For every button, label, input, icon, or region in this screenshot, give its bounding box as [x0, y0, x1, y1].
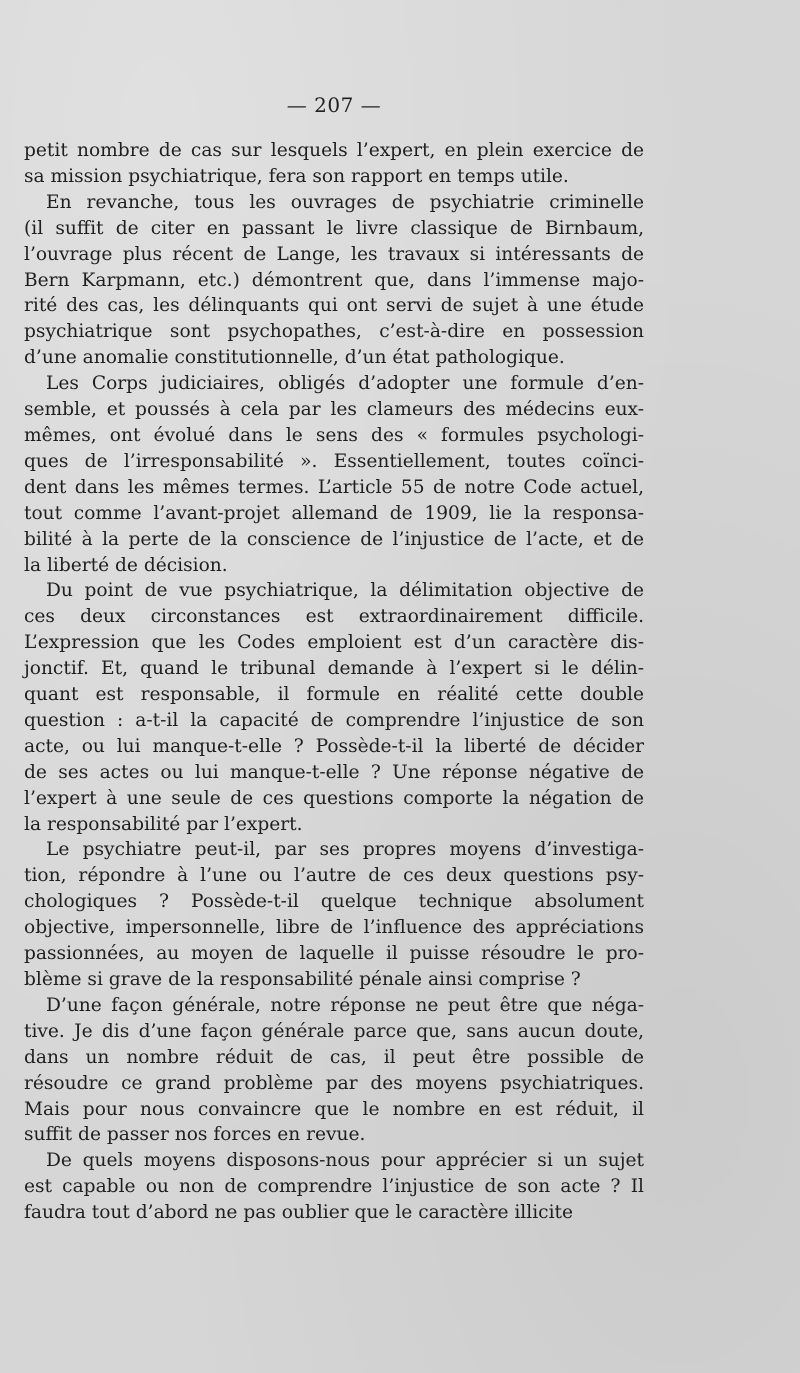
text-line: (il suffit de citer en passant le livre classique de Birnbaum, — [24, 217, 644, 239]
text-line: la liberté de décision. — [24, 554, 228, 576]
text-line: ces deux circonstances est extraordinairement difficile. — [24, 606, 644, 628]
text-line: blème si grave de la responsabilité pénale ainsi comprise ? — [24, 969, 581, 990]
text-line: tive. Je dis d’une façon générale parce que, sans aucun doute, — [24, 1020, 644, 1042]
text-line: quant est responsable, il formule en réalité cette double — [24, 684, 644, 706]
text-line: Mais pour nous convaincre que le nombre en est réduit, il — [24, 1098, 644, 1120]
text-line: acte, ou lui manque-t-elle ? Possède-t-il la liberté de décider — [24, 735, 644, 757]
text-line: Bern Karpmann, etc.) démontrent que, dans l’immense majo- — [24, 269, 644, 291]
paragraph — [24, 837, 644, 992]
text-line: dans un nombre réduit de cas, il peut être possible de — [24, 1046, 644, 1068]
paragraph — [24, 578, 644, 837]
paragraph — [24, 138, 644, 190]
text-line: de ses actes ou lui manque-t-elle ? Une réponse négative de — [24, 761, 644, 783]
text-line: ques de l’irresponsabilité ». Essentiellement, toutes coïnci- — [24, 450, 644, 472]
text-line: semble, et poussés à cela par les clameurs des médecins eux- — [24, 399, 644, 421]
text-line: Les Corps judiciaires, obligés d’adopter une formule d’en- — [46, 373, 644, 395]
text-line: la responsabilité par l’expert. — [24, 813, 303, 835]
text-line: faudra tout d’abord ne pas oublier que le caractère illicite — [24, 1202, 573, 1224]
document-page — [24, 88, 644, 1226]
text-line: suffit de passer nos forces en revue. — [24, 1124, 366, 1146]
text-line: objective, impersonnelle, libre de l’influence des appréciations — [24, 917, 644, 939]
body-text — [24, 138, 644, 1226]
text-line: De quels moyens disposons-nous pour apprécier si un sujet — [46, 1150, 644, 1172]
paragraph — [24, 371, 644, 578]
text-line: Du point de vue psychiatrique, la délimitation objective de — [46, 580, 644, 602]
text-line: est capable ou non de comprendre l’injustice de son acte ? Il — [24, 1176, 644, 1198]
text-line: jonctif. Et, quand le tribunal demande à l’expert si le délin- — [24, 658, 644, 680]
paragraph — [24, 993, 644, 1148]
text-line: résoudre ce grand problème par des moyens psychiatriques. — [24, 1072, 644, 1094]
text-line: petit nombre de cas sur lesquels l’expert, en plein exercice de — [24, 140, 644, 161]
text-line: bilité à la perte de la conscience de l’injustice de l’acte, et de — [24, 528, 644, 550]
text-line: mêmes, ont évolué dans le sens des « formules psychologi- — [24, 424, 644, 446]
text-line: En revanche, tous les ouvrages de psychiatrie criminelle — [46, 191, 644, 213]
paragraph — [24, 190, 644, 371]
text-line: Le psychiatre peut-il, par ses propres moyens d’investiga- — [46, 839, 644, 861]
text-line: psychiatrique sont psychopathes, c’est-à-dire en possession — [24, 321, 644, 343]
text-line: sa mission psychiatrique, fera son rapport en temps utile. — [24, 165, 569, 187]
text-line: tion, répondre à l’une ou l’autre de ces deux questions psy- — [24, 865, 644, 887]
text-line: l’ouvrage plus récent de Lange, les travaux si intéressants de — [24, 243, 644, 265]
text-line: rité des cas, les délinquants qui ont servi de sujet à une étude — [24, 295, 644, 317]
text-line: L’expression que les Codes emploient est d’un caractère dis- — [24, 632, 644, 654]
text-line: chologiques ? Possède-t-il quelque technique absolument — [24, 891, 644, 913]
text-line: question : a-t-il la capacité de comprendre l’injustice de son — [24, 709, 644, 731]
text-line: d’une anomalie constitutionnelle, d’un état pathologique. — [24, 347, 565, 369]
text-line: dent dans les mêmes termes. L’article 55 de notre Code actuel, — [24, 476, 644, 498]
text-line: tout comme l’avant-projet allemand de 1909, lie la responsa- — [24, 502, 644, 524]
text-line: D’une façon générale, notre réponse ne peut être que néga- — [46, 994, 644, 1016]
text-line: l’expert à une seule de ces questions comporte la négation de — [24, 787, 644, 809]
paragraph — [24, 1148, 644, 1226]
page-number: — 207 — — [286, 93, 382, 117]
text-line: passionnées, au moyen de laquelle il puisse résoudre le pro- — [24, 943, 644, 965]
